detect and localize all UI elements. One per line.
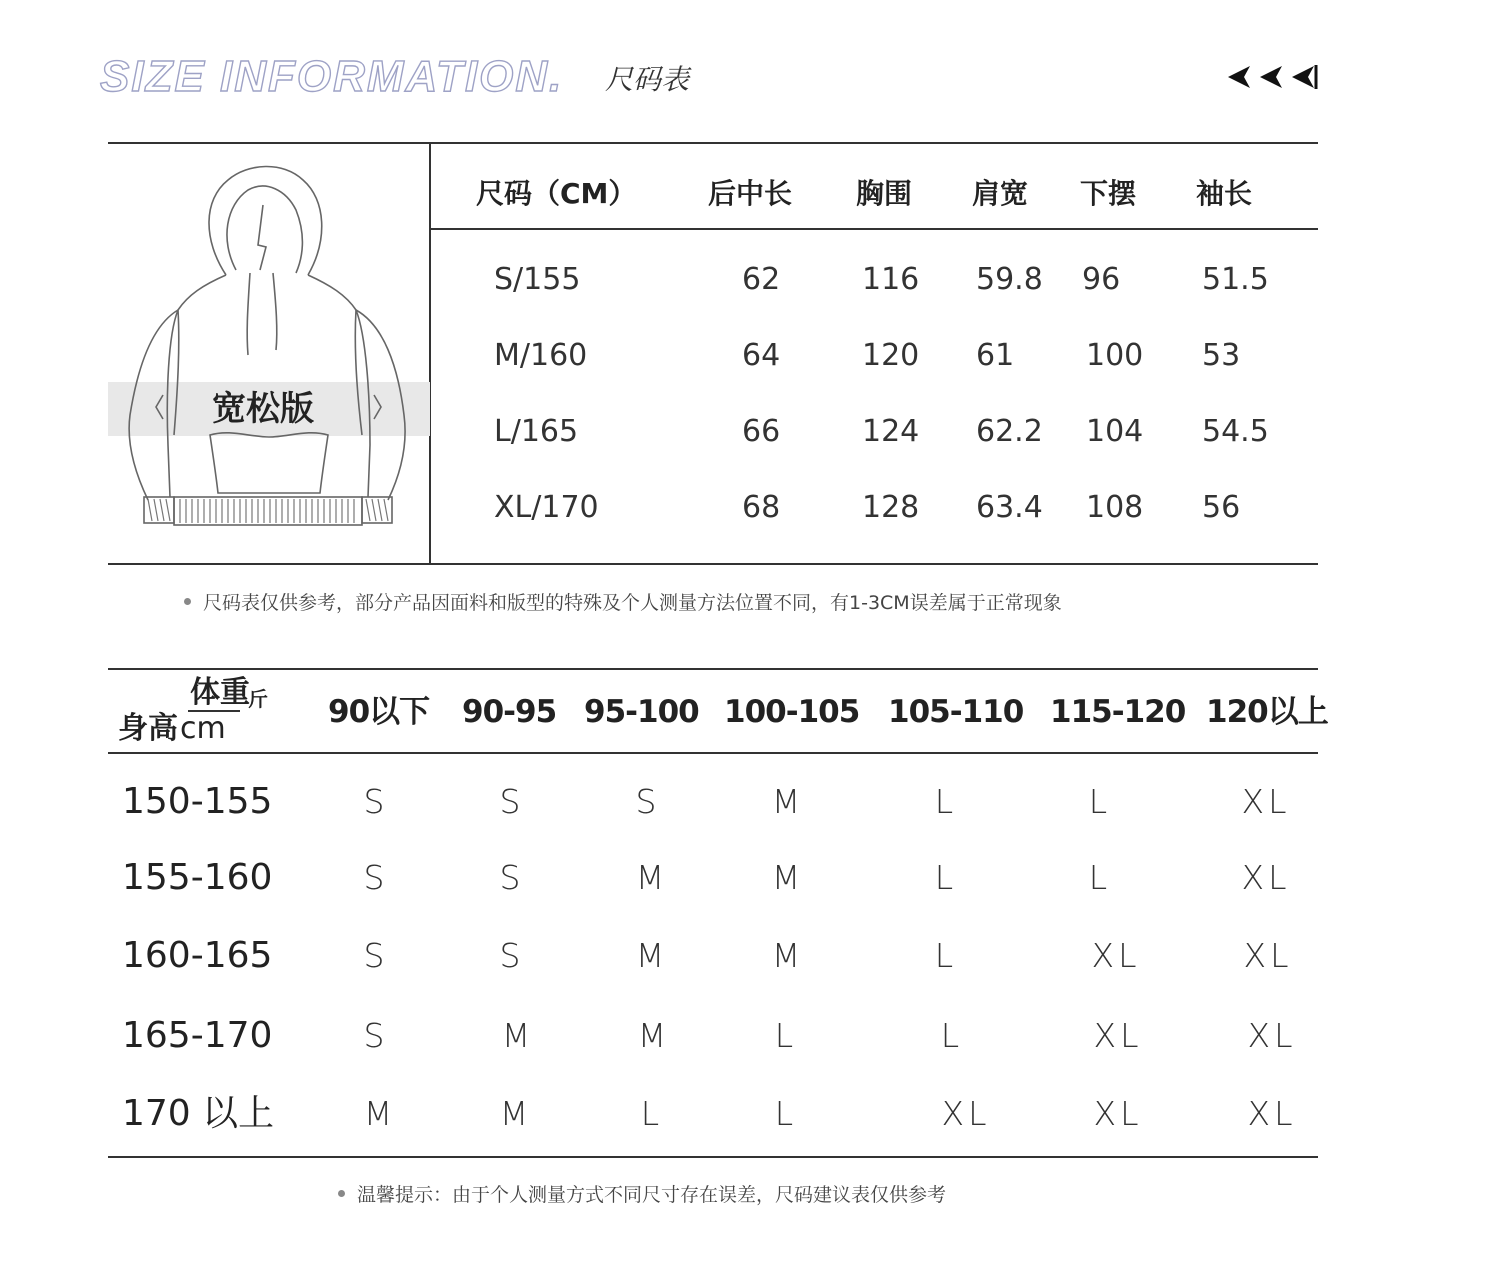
corner-height: 身高 <box>118 711 178 746</box>
size-cell: S <box>363 782 389 821</box>
header <box>100 52 1320 102</box>
size-cell: XL <box>1241 858 1291 897</box>
bullet-dot <box>338 1190 345 1197</box>
size-cell: L <box>1088 858 1112 897</box>
size-cell: XL <box>1091 936 1141 975</box>
col-shoulder: 肩宽 <box>972 177 1029 210</box>
size-cell: M <box>771 936 805 975</box>
cell-back-length: 64 <box>742 338 781 373</box>
row-height-label: 165-170 <box>122 1015 273 1056</box>
size-table-header <box>430 166 1318 226</box>
table-row <box>430 404 1318 464</box>
col-weight: 90-95 <box>462 694 557 730</box>
table-row <box>430 252 1318 312</box>
size-note <box>184 590 1062 616</box>
col-chest: 胸围 <box>856 177 913 210</box>
cell-chest: 116 <box>862 262 920 297</box>
size-cell: XL <box>1241 782 1291 821</box>
size-cell: XL <box>941 1094 991 1133</box>
table2-header-rule <box>108 752 1318 754</box>
table2-bottom-rule <box>108 1156 1318 1158</box>
size-cell: M <box>771 782 805 821</box>
size-cell: S <box>363 1016 389 1055</box>
hoodie-panel <box>108 145 430 563</box>
cell-chest: 120 <box>862 338 920 373</box>
corner-weight: 体重 <box>190 675 250 710</box>
size-cell: M <box>363 1094 397 1133</box>
size-cell: M <box>637 1016 671 1055</box>
size-cell: XL <box>1093 1094 1143 1133</box>
size-cell: M <box>635 858 669 897</box>
corner-height-unit: cm <box>180 711 226 746</box>
table-row <box>430 328 1318 388</box>
col-weight: 115-120 <box>1050 694 1186 730</box>
size-cell: L <box>934 936 958 975</box>
cell-hem: 104 <box>1086 414 1144 449</box>
tip-note <box>338 1182 946 1208</box>
triple-arrow-icon <box>1226 62 1320 92</box>
cell-chest: 124 <box>862 414 920 449</box>
cell-sleeve: 53 <box>1202 338 1241 373</box>
table1-bottom-rule <box>108 563 1318 565</box>
size-cell: XL <box>1247 1016 1297 1055</box>
cell-size: M/160 <box>494 338 588 373</box>
cell-chest: 128 <box>862 490 920 525</box>
size-cell: M <box>635 936 669 975</box>
corner-weight-unit: 斤 <box>248 687 268 711</box>
recommend-table-header <box>108 670 1328 752</box>
size-cell: S <box>363 936 389 975</box>
size-cell: M <box>499 1094 533 1133</box>
cell-shoulder: 59.8 <box>976 262 1043 297</box>
table-row <box>108 848 1318 908</box>
cell-size: L/165 <box>494 414 579 449</box>
cell-sleeve: 51.5 <box>1202 262 1269 297</box>
table-row <box>430 480 1318 540</box>
col-size: 尺码（CM） <box>476 177 637 210</box>
col-weight: 90以下 <box>328 694 430 730</box>
size-cell: L <box>934 782 958 821</box>
cell-hem: 96 <box>1082 262 1121 297</box>
cell-back-length: 68 <box>742 490 781 525</box>
hoodie-illustration <box>108 145 430 563</box>
col-weight: 100-105 <box>724 694 860 730</box>
row-height-label: 155-160 <box>122 857 273 898</box>
cell-shoulder: 61 <box>976 338 1015 373</box>
row-height-label: 170 以上 <box>122 1093 275 1134</box>
size-cell: S <box>499 936 525 975</box>
cell-size: S/155 <box>494 262 581 297</box>
cell-hem: 108 <box>1086 490 1144 525</box>
table-row <box>108 772 1318 832</box>
col-hem: 下摆 <box>1080 177 1137 210</box>
cell-sleeve: 56 <box>1202 490 1241 525</box>
cell-back-length: 66 <box>742 414 781 449</box>
bullet-dot <box>184 598 191 605</box>
size-cell: M <box>771 858 805 897</box>
table1-header-rule <box>430 228 1318 230</box>
col-weight: 105-110 <box>888 694 1024 730</box>
cell-sleeve: 54.5 <box>1202 414 1269 449</box>
size-note-text: 尺码表仅供参考，部分产品因面料和版型的特殊及个人测量方法位置不同，有1-3CM误差属于正常现象 <box>203 592 1062 614</box>
size-cell: L <box>774 1016 798 1055</box>
col-back-length: 后中长 <box>708 177 793 210</box>
title-en: SIZE INFORMATION. <box>100 52 564 101</box>
size-cell: L <box>774 1094 798 1133</box>
table-row <box>108 1006 1318 1066</box>
size-cell: XL <box>1093 1016 1143 1055</box>
cell-size: XL/170 <box>494 490 599 525</box>
size-cell: XL <box>1247 1094 1297 1133</box>
size-cell: S <box>499 782 525 821</box>
cell-hem: 100 <box>1086 338 1144 373</box>
size-cell: L <box>1088 782 1112 821</box>
size-cell: S <box>363 858 389 897</box>
size-cell: L <box>640 1094 664 1133</box>
row-height-label: 160-165 <box>122 935 273 976</box>
col-sleeve: 袖长 <box>1196 177 1253 210</box>
table-row <box>108 1084 1318 1144</box>
table1-top-rule <box>108 142 1318 144</box>
tip-note-text: 温馨提示：由于个人测量方式不同尺寸存在误差，尺码建议表仅供参考 <box>357 1184 947 1206</box>
size-cell: L <box>934 858 958 897</box>
cell-shoulder: 63.4 <box>976 490 1043 525</box>
col-weight: 95-100 <box>584 694 699 730</box>
size-cell: S <box>635 782 661 821</box>
fit-label: 宽松版 <box>212 389 314 429</box>
size-cell: M <box>501 1016 535 1055</box>
size-cell: L <box>940 1016 964 1055</box>
title-cn: 尺码表 <box>605 63 690 96</box>
cell-back-length: 62 <box>742 262 781 297</box>
size-cell: S <box>499 858 525 897</box>
table-row <box>108 926 1318 986</box>
cell-shoulder: 62.2 <box>976 414 1043 449</box>
size-cell: XL <box>1243 936 1293 975</box>
row-height-label: 150-155 <box>122 781 273 822</box>
col-weight: 120以上 <box>1206 694 1328 730</box>
